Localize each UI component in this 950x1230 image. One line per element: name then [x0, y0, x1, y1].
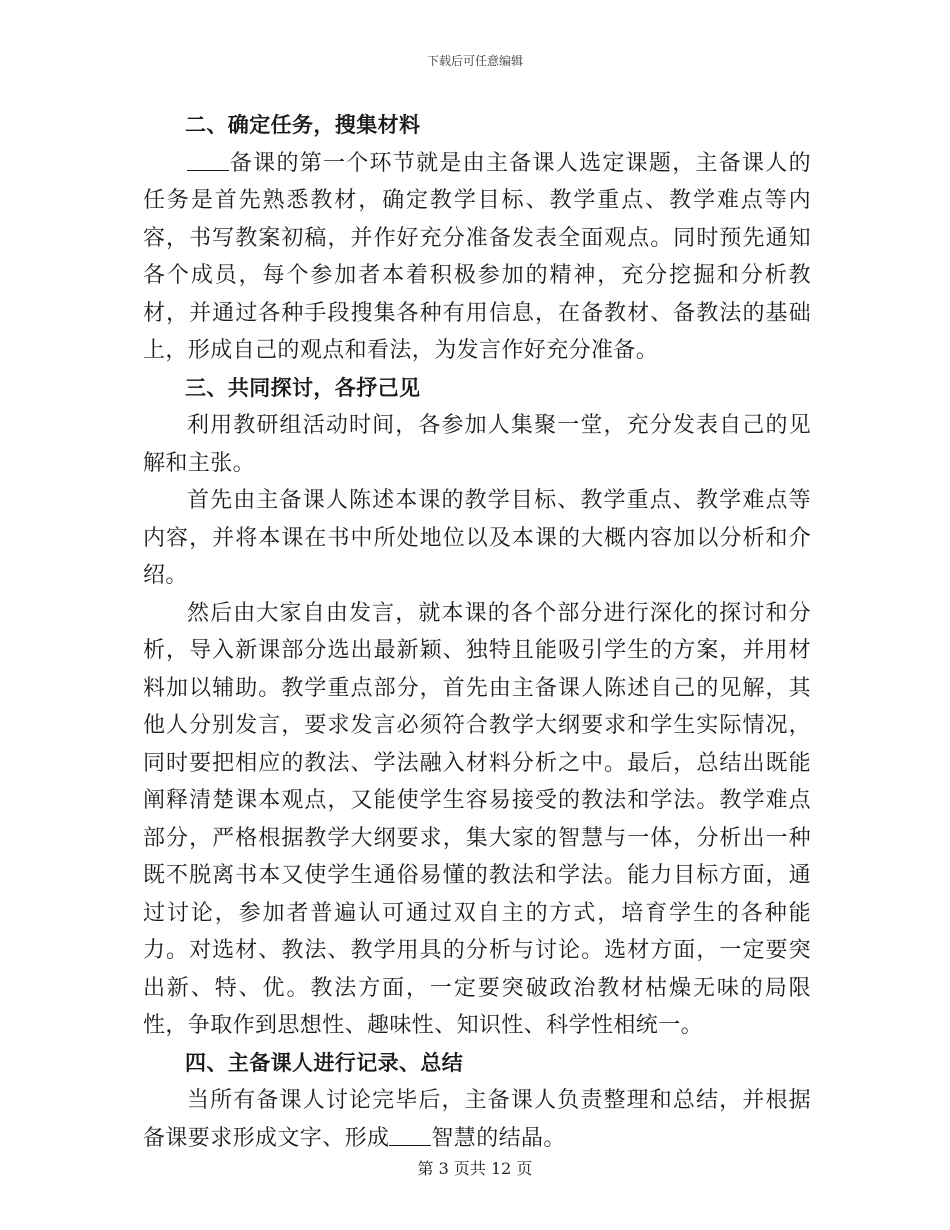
page-number-footer: 第 3 页共 12 页: [417, 1159, 533, 1178]
fill-blank: [389, 1125, 431, 1146]
page-header: 下载后可任意编辑: [426, 54, 523, 68]
fill-blank: [187, 150, 229, 171]
paragraph-3-1: 利用教研组活动时间，各参加人集聚一堂，充分发表自己的见解和主张。: [143, 413, 811, 476]
paragraph-text: 备课的第一个环节就是由主备课人选定课题，主备课人的任务是首先熟悉教材，确定教学目标、教学重点、教学难点等内容，书写教案初稿，并作好充分准备发表全面观点。同时预先通知各个成员，每个参加者本着积极参加的精神，充分挖掘和分析教材，并通过各种手段搜集各种有用信息，在备教材、备教法的基础上，形成自己的观点和看法，为发言作好充分准备。: [143, 150, 811, 363]
paragraph-4-1: [143, 1082, 811, 1157]
paragraph-2-1: [143, 145, 811, 370]
paragraph-3-3: 然后由大家自由发言，就本课的各个部分进行深化的探讨和分析，导入新课部分选出最新颖、独特且能吸引学生的方案，并用材料加以辅助。教学重点部分，首先由主备课人陈述自己的见解，其他人分别发言，要求发言必须符合教学大纲要求和学生实际情况，同时要把相应的教法、学法融入材料分析之中。最后，总结出既能阐释清楚课本观点，又能使学生容易接受的教法和学法。教学难点部分，严格根据教学大纲要求，集大家的智慧与一体，分析出一种既不脱离书本又使学生通俗易懂的教法和学法。能力目标方面，通过讨论，参加者普遍认可通过双自主的方式，培育学生的各种能力。对选材、教法、教学用具的分析与讨论。选材方面，一定要突出新、特、优。教法方面，一定要突破政治教材枯燥无味的局限性，争取作到思想性、趣味性、知识性、科学性相统一。: [143, 600, 811, 1038]
paragraph-3-2: 首先由主备课人陈述本课的教学目标、教学重点、教学难点等内容，并将本课在书中所处地位以及本课的大概内容加以分析和介绍。: [143, 488, 811, 588]
section-heading-4: 四、主备课人进行记录、总结: [185, 1050, 464, 1075]
paragraph-text-before-blank: 当所有备课人讨论完毕后，主备课人负责整理和总结，并根据备课要求形成文字、形成: [143, 1088, 811, 1151]
document-body: [143, 107, 811, 1157]
section-heading-2: 二、确定任务，搜集材料: [185, 113, 421, 137]
section-heading-3: 三、共同探讨，各抒己见: [185, 375, 421, 400]
paragraph-text-after-blank: 智慧的结晶。: [431, 1125, 566, 1151]
